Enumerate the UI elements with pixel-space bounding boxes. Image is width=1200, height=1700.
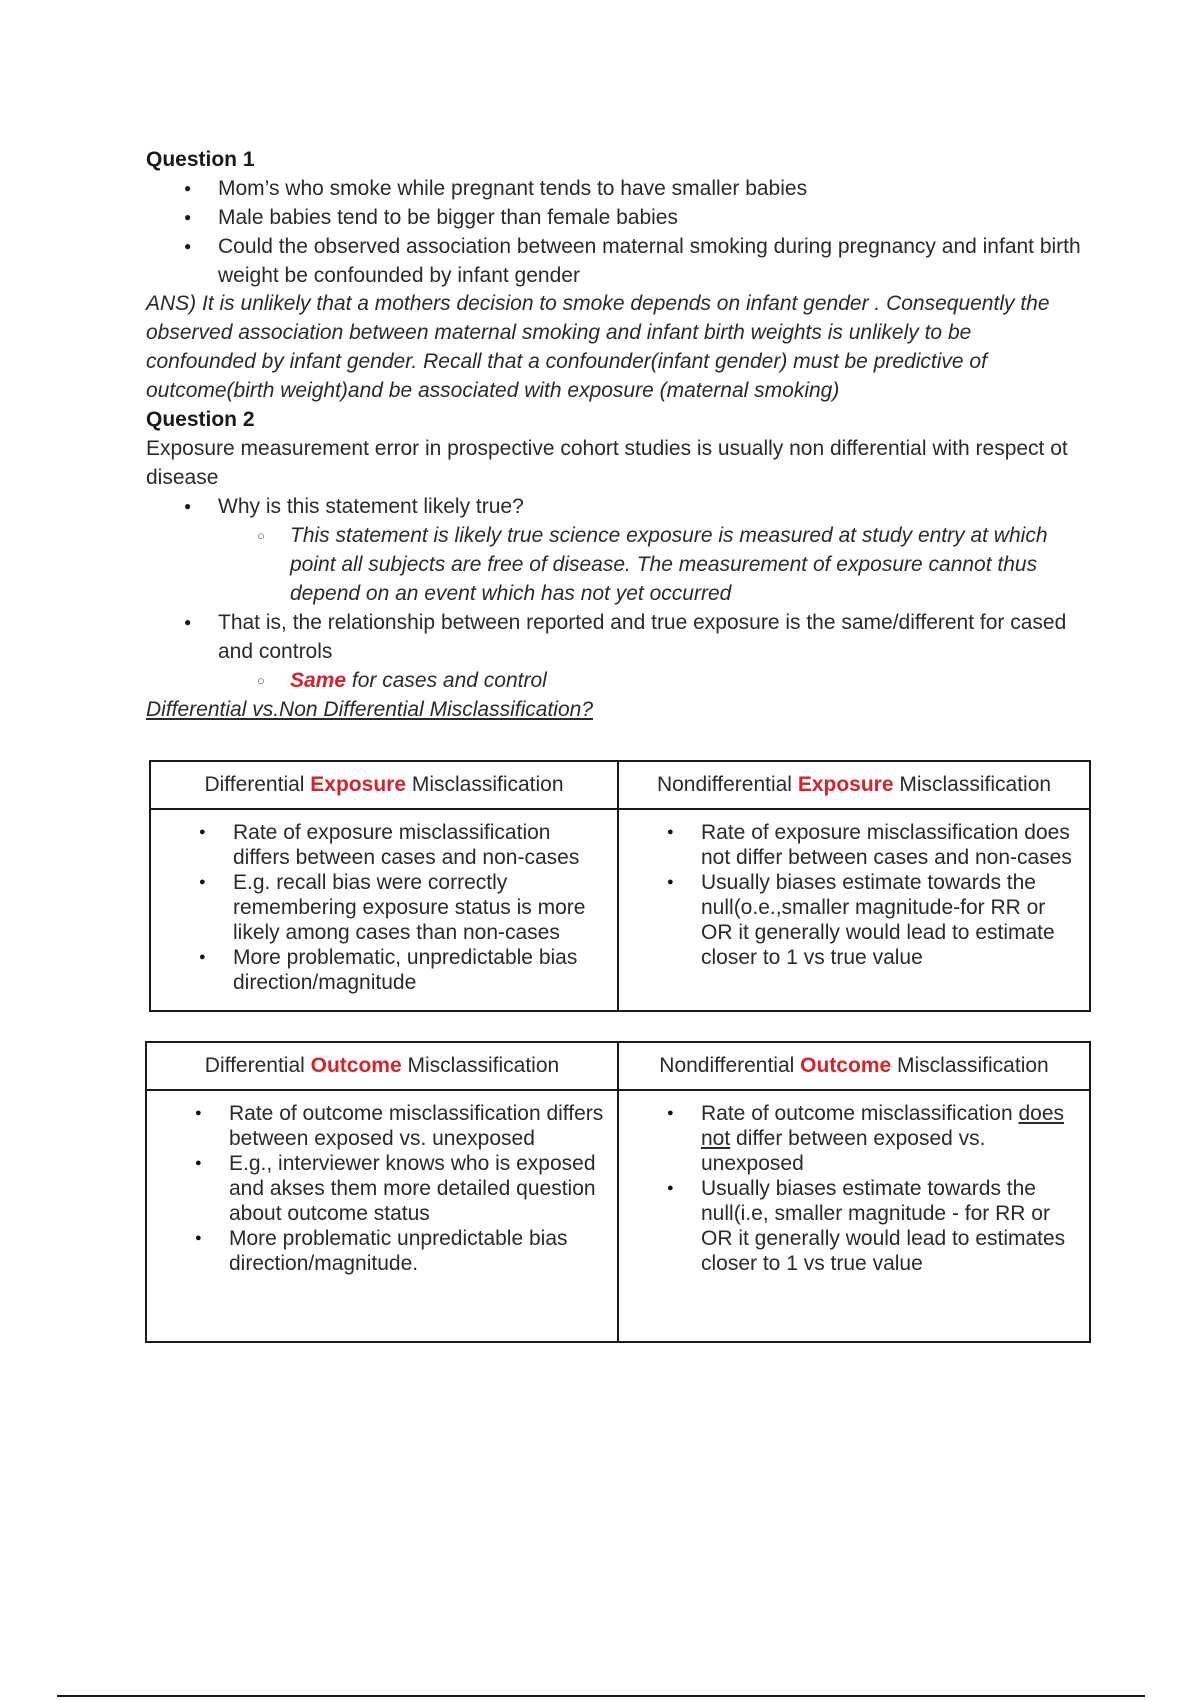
question2-subbullets-2: [146, 666, 1086, 695]
list-item: ● Rate of exposure misclassification does not differ between cases and non-cases: [619, 820, 1081, 870]
exposure-highlight: Exposure: [797, 773, 894, 796]
list-item: ● E.g. recall bias were correctly remembering exposure status is more likely among cases than non-cases: [151, 870, 609, 945]
table-header-nondifferential-outcome: Nondifferential Outcome Misclassification: [618, 1042, 1090, 1090]
list-item: ● Rate of outcome misclassification differs between exposed vs. unexposed: [147, 1101, 609, 1151]
question2-heading: Question 2: [146, 408, 255, 431]
does-not-underlined: does not: [701, 1102, 1065, 1150]
list-item: ● More problematic unpredictable bias direction/magnitude.: [147, 1226, 609, 1276]
list-item: ● Rate of outcome misclassification does not differ between exposed vs. unexposed: [619, 1101, 1081, 1176]
table-cell: [146, 1090, 618, 1342]
document-page: [146, 145, 1086, 724]
table-cell: [618, 1090, 1090, 1342]
question1-bullets: [146, 174, 1086, 290]
table-cell: [618, 809, 1090, 1011]
same-highlight: Same: [290, 669, 347, 692]
exposure-misclassification-table: [149, 760, 1091, 1012]
bottom-divider: [57, 1695, 1145, 1697]
misclassification-subheading: Differential vs.Non Differential Misclassification?: [146, 698, 593, 721]
table-header-nondifferential-exposure: Nondifferential Exposure Misclassification: [618, 761, 1090, 809]
question1-heading: Question 1: [146, 148, 255, 171]
list-item: [146, 666, 1086, 695]
table-cell: [150, 809, 618, 1011]
list-item: ● Mom’s who smoke while pregnant tends to have smaller babies: [146, 174, 1086, 203]
question2-statement: Exposure measurement error in prospective cohort studies is usually non differential with respect ot disease: [146, 437, 1068, 489]
table-header-differential-outcome: Differential Outcome Misclassification: [146, 1042, 618, 1090]
question2-bullets-2: [146, 608, 1086, 666]
table-header-differential-exposure: Differential Exposure Misclassification: [150, 761, 618, 809]
list-item: ● That is, the relationship between reported and true exposure is the same/different for cased and controls: [146, 608, 1086, 666]
outcome-highlight: Outcome: [800, 1054, 892, 1077]
question2-bullets: [146, 492, 1086, 521]
exposure-highlight: Exposure: [310, 773, 406, 796]
list-item: ● Usually biases estimate towards the null(o.e.,smaller magnitude-for RR or OR it generally would lead to estimate closer to 1 vs true value: [619, 870, 1081, 970]
list-item: ● More problematic, unpredictable bias direction/magnitude: [151, 945, 609, 995]
list-item: ● Could the observed association between maternal smoking during pregnancy and infant birth weight be confounded by infant gender: [146, 232, 1086, 290]
question2-subbullets: [146, 521, 1086, 608]
same-rest: for cases and control: [346, 669, 547, 692]
list-item: ● Rate of exposure misclassification differs between cases and non-cases: [151, 820, 609, 870]
outcome-highlight: Outcome: [310, 1054, 402, 1077]
list-item: ● E.g., interviewer knows who is exposed and akses them more detailed question about outcome status: [147, 1151, 609, 1226]
question1-answer: ANS) It is unlikely that a mothers decision to smoke depends on infant gender . Consequently the observed association between maternal smoking and infant birth weights is unlikely to be confounded by infant gender. Recall that a confounder(infant gender) must be predictive of outcome(birth weight)and be associated with exposure (maternal smoking): [146, 292, 1050, 402]
list-item: ● Male babies tend to be bigger than female babies: [146, 203, 1086, 232]
list-item: ● Usually biases estimate towards the null(i.e, smaller magnitude - for RR or OR it generally would lead to estimates closer to 1 vs true value: [619, 1176, 1081, 1276]
list-item: ○ This statement is likely true science exposure is measured at study entry at which point all subjects are free of disease. The measurement of exposure cannot thus depend on an event which has not yet occurred: [146, 521, 1086, 608]
list-item: ● Why is this statement likely true?: [146, 492, 1086, 521]
outcome-misclassification-table: [145, 1041, 1091, 1343]
